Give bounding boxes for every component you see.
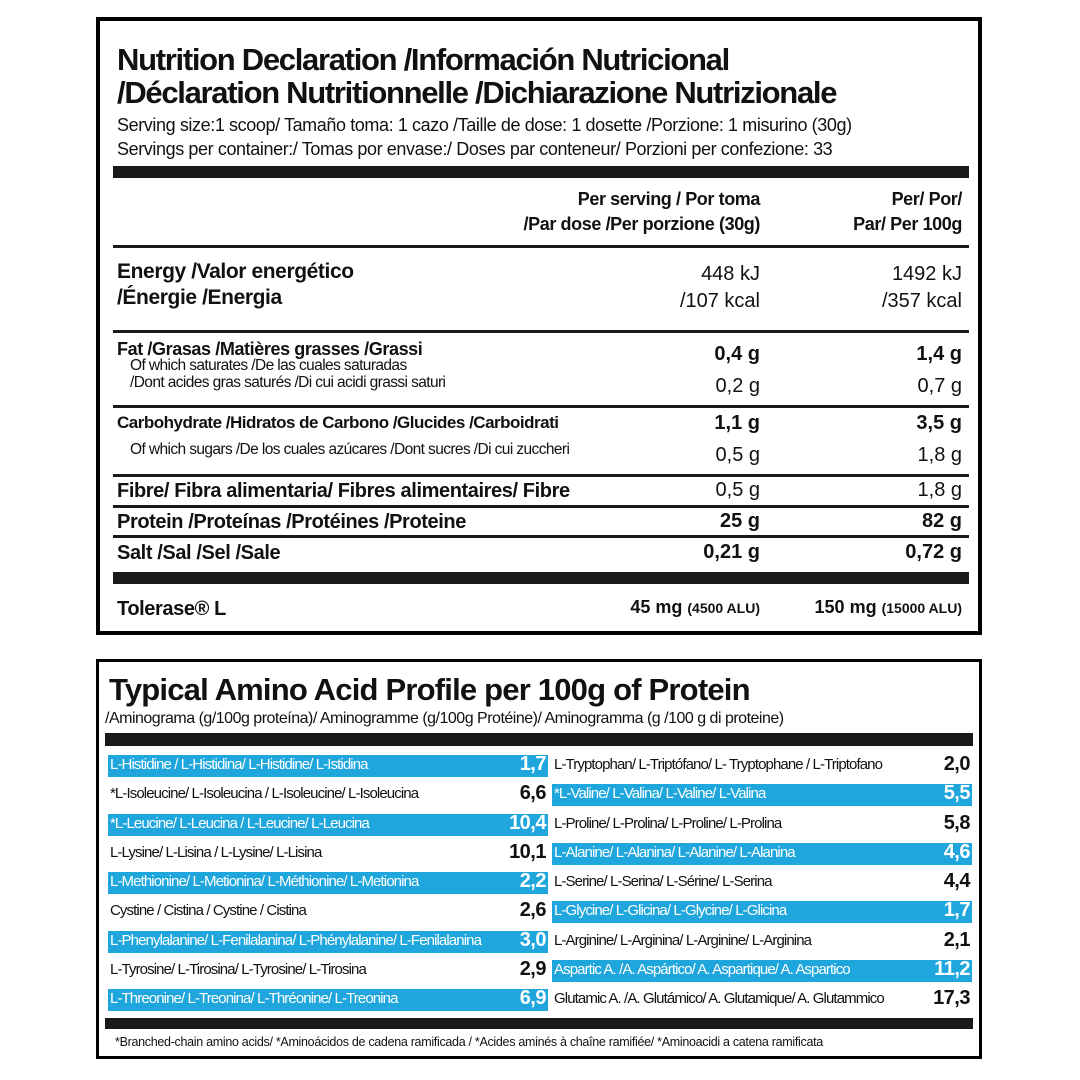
salt-per-100g: 0,72 g [905,541,962,563]
divider-thick [113,166,969,178]
nutrition-title-line-1: Nutrition Declaration /Información Nutricional [117,42,729,77]
amino-row [552,781,972,810]
amino-footnote: *Branched-chain amino acids/ *Aminoácidos de cadena ramificada / *Acides aminés à chaîne ramifiée/ *Aminoacidi a catena ramificata [115,1035,823,1049]
fat-per-100g: 1,4 g [916,343,962,365]
amino-row [552,957,972,986]
amino-acid-name: Aspartic A. /A. Aspártico/ A. Aspartique/ A. Aspartico [554,961,850,979]
amino-row [552,898,972,927]
amino-row [108,898,548,927]
carbohydrate-per-100g: 3,5 g [916,412,962,434]
tolerase-per-100g [815,597,962,618]
tolerase-label: Tolerase® L [117,598,226,620]
protein-per-100g: 82 g [921,510,962,532]
amino-acid-name: L-Tyrosine/ L-Tirosina/ L-Tyrosine/ L-Tirosina [110,961,366,979]
divider [113,245,969,248]
serving-size: Serving size:1 scoop/ Tamaño toma: 1 cazo /Taille de dose: 1 dosette /Porzione: 1 misurino (30g) [117,115,852,135]
amino-acid-value: 5,8 [943,811,970,834]
amino-acid-value: 1,7 [943,899,970,922]
amino-acid-name: *L-Isoleucine/ L-Isoleucina / L-Isoleucine/ L-Isoleucina [110,785,419,803]
salt-per-serving: 0,21 g [703,541,760,563]
amino-subtitle: /Aminograma (g/100g proteína)/ Aminogramme (g/100g Protéine)/ Aminogramma (g /100 g di proteine) [105,710,784,727]
energy-label-line-1: Energy /Valor energético [117,260,354,283]
per-serving-header-line-2: /Par dose /Per porzione (30g) [523,214,760,234]
amino-row [552,811,972,840]
energy-kcal-per-100g: /357 kcal [881,290,962,312]
per-100g-header-line-1: Per/ Por/ [891,189,962,209]
divider-thick [113,572,969,584]
amino-acid-value: 6,9 [519,987,546,1010]
saturates-per-100g: 0,7 g [917,375,962,397]
amino-acid-value: 4,4 [943,870,970,893]
amino-acid-value: 4,6 [943,840,970,863]
nutrition-title-line-2: /Déclaration Nutritionnelle /Dichiarazione Nutrizionale [117,75,837,110]
amino-row [108,840,548,869]
amino-row [552,840,972,869]
energy-kj-per-100g: 1492 kJ [891,263,962,285]
protein-per-serving: 25 g [719,510,760,532]
fibre-label: Fibre/ Fibra alimentaria/ Fibres alimentaires/ Fibre [117,480,570,502]
salt-label: Salt /Sal /Sel /Sale [117,542,281,564]
tolerase-100g-alu: (15000 ALU) [881,600,962,616]
per-100g-header-line-2: Par/ Per 100g [853,214,962,234]
amino-acid-value: 11,2 [934,958,970,981]
amino-acid-name: *L-Leucine/ L-Leucina / L-Leucine/ L-Leucina [110,814,369,832]
amino-acid-value: 5,5 [943,782,970,805]
per-serving-header-line-1: Per serving / Por toma [577,189,760,209]
carbohydrate-per-serving: 1,1 g [714,412,760,434]
per-serving-header [524,187,760,237]
energy-per-serving [680,261,760,315]
sugars-label: Of which sugars /De los cuales azúcares /Dont sucres /Di cui zuccheri [130,441,570,458]
amino-row [552,869,972,898]
amino-row [552,986,972,1015]
amino-acid-panel [96,659,982,1059]
divider-thick [105,733,973,746]
fat-per-serving: 0,4 g [714,343,760,365]
amino-row [108,928,548,957]
amino-row [108,781,548,810]
amino-row [108,811,548,840]
amino-row [108,752,548,781]
amino-acid-name: L-Threonine/ L-Treonina/ L-Thréonine/ L-Treonina [110,990,398,1008]
energy-label [117,259,354,311]
energy-per-100g [882,261,962,315]
amino-row [552,752,972,781]
amino-acid-name: L-Arginine/ L-Arginina/ L-Arginine/ L-Arginina [554,931,812,949]
fat-label: Fat /Grasas /Matières grasses /Grassi [117,339,423,359]
sugars-per-serving: 0,5 g [715,444,760,466]
amino-row [108,986,548,1015]
amino-title: Typical Amino Acid Profile per 100g of Protein [109,672,750,707]
amino-acid-name: L-Serine/ L-Serina/ L-Sérine/ L-Serina [554,873,772,891]
divider-thick [105,1018,973,1029]
carbohydrate-label: Carbohydrate /Hidratos de Carbono /Glucides /Carboidrati [117,413,559,432]
saturates-label-line-1: Of which saturates /De las cuales saturadas [130,357,407,374]
amino-acid-name: L-Methionine/ L-Metionina/ L-Méthionine/ L-Metionina [110,873,419,891]
nutrition-title [117,43,977,109]
amino-acid-value: 10,4 [509,811,546,834]
tolerase-serving-mg: 45 mg [630,597,683,617]
divider [113,505,969,508]
amino-acid-name: L-Alanine/ L-Alanina/ L-Alanine/ L-Alanina [554,843,795,861]
energy-kcal-per-serving: /107 kcal [679,290,760,312]
amino-acid-value: 3,0 [519,928,546,951]
servings-per-container: Servings per container:/ Tomas por envase:/ Doses par conteneur/ Porzioni per confezione: 33 [117,139,833,159]
amino-acid-name: *L-Valine/ L-Valina/ L-Valine/ L-Valina [554,785,766,803]
divider [113,330,969,333]
amino-row [108,869,548,898]
amino-right-column [552,752,972,1016]
amino-acid-name: L-Tryptophan/ L-Triptófano/ L- Tryptophane / L-Triptofano [554,756,883,773]
amino-acid-name: L-Phenylalanine/ L-Fenilalanina/ L-Phénylalanine/ L-Fenilalanina [110,931,482,949]
divider [113,474,969,477]
amino-acid-name: L-Glycine/ L-Glicina/ L-Glycine/ L-Glicina [554,902,787,920]
sugars-per-100g: 1,8 g [917,444,962,466]
amino-acid-value: 1,7 [519,753,546,775]
energy-label-line-2: /Énergie /Energia [117,286,282,309]
fibre-per-100g: 1,8 g [917,479,962,501]
fibre-per-serving: 0,5 g [715,479,760,501]
amino-acid-value: 2,9 [519,958,546,981]
tolerase-serving-alu: (4500 ALU) [687,600,760,616]
tolerase-per-serving [630,597,760,618]
amino-acid-value: 17,3 [933,987,970,1010]
saturates-per-serving: 0,2 g [715,375,760,397]
energy-kj-per-serving: 448 kJ [701,263,760,285]
divider [113,405,969,408]
amino-acid-value: 2,0 [943,753,970,775]
amino-row [108,957,548,986]
amino-acid-name: L-Lysine/ L-Lisina / L-Lysine/ L-Lisina [110,843,322,861]
amino-acid-value: 6,6 [519,782,546,805]
amino-row [552,928,972,957]
amino-acid-value: 10,1 [509,840,546,863]
amino-acid-name: Glutamic A. /A. Glutámico/ A. Glutamique/ A. Glutammico [554,990,884,1008]
amino-acid-value: 2,2 [519,870,546,893]
nutrition-declaration-panel [96,17,982,635]
amino-acid-value: 2,1 [943,928,970,951]
amino-left-column [108,752,548,1016]
amino-acid-name: L-Proline/ L-Prolina/ L-Proline/ L-Prolina [554,814,782,832]
divider [113,535,969,538]
tolerase-100g-mg: 150 mg [814,597,877,617]
protein-label: Protein /Proteínas /Protéines /Proteine [117,511,466,533]
amino-acid-value: 2,6 [519,899,546,922]
per-100g-header [853,187,962,237]
saturates-label-line-2: /Dont acides gras saturés /Di cui acidi grassi saturi [130,374,446,391]
amino-acid-name: Cystine / Cistina / Cystine / Cistina [110,902,306,920]
amino-acid-name: L-Histidine / L-Histidina/ L-Histidine/ L-Istidina [110,756,368,773]
